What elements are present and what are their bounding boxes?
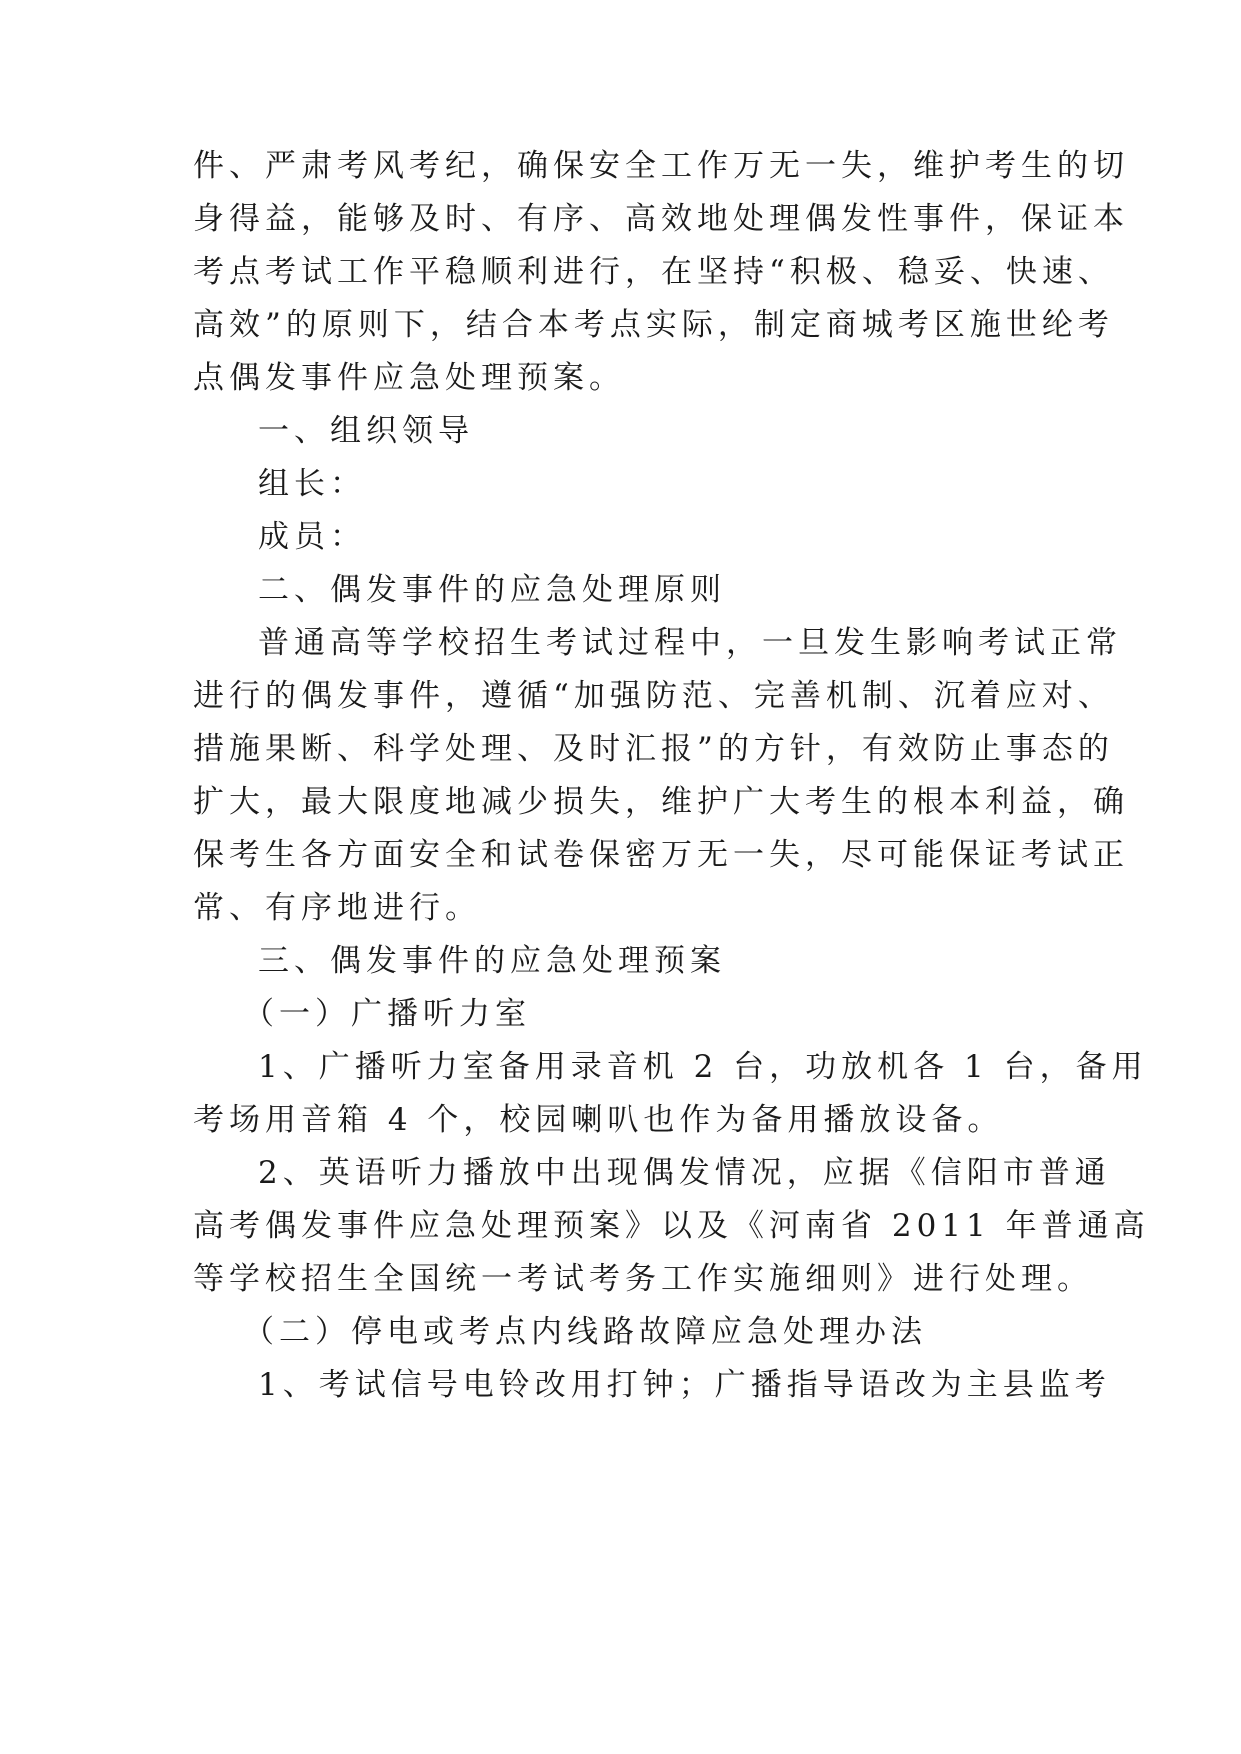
section-heading: 二、偶发事件的应急处理原则: [258, 572, 726, 608]
text-line: 高考偶发事件应急处理预案》以及《河南省 2011 年普通高: [193, 1208, 1150, 1244]
text-line: 高效”的原则下，结合本考点实际，制定商城考区施世纶考: [193, 307, 1114, 343]
text-line: 保考生各方面安全和试卷保密万无一失，尽可能保证考试正: [193, 837, 1129, 873]
subsection-heading: （二）停电或考点内线路故障应急处理办法: [243, 1314, 927, 1350]
text-line: 考点考试工作平稳顺利进行，在坚持“积极、稳妥、快速、: [193, 254, 1114, 290]
text-line: 进行的偶发事件，遵循“加强防范、完善机制、沉着应对、: [193, 678, 1114, 714]
text-line: 成员：: [258, 519, 366, 555]
text-line: 1、考试信号电铃改用打钟；广播指导语改为主县监考: [258, 1367, 1111, 1403]
text-line: 扩大，最大限度地减少损失，维护广大考生的根本利益，确: [193, 784, 1129, 820]
text-line: 普通高等学校招生考试过程中，一旦发生影响考试正常: [258, 625, 1122, 661]
text-line: 常、有序地进行。: [193, 890, 481, 926]
text-line: 措施果断、科学处理、及时汇报”的方针，有效防止事态的: [193, 731, 1114, 767]
text-line: 件、严肃考风考纪，确保安全工作万无一失，维护考生的切: [193, 148, 1129, 184]
text-line: 点偶发事件应急处理预案。: [193, 360, 625, 396]
text-line: 2、英语听力播放中出现偶发情况，应据《信阳市普通: [258, 1155, 1111, 1191]
subsection-heading: （一）广播听力室: [243, 996, 531, 1032]
section-heading: 一、组织领导: [258, 413, 474, 449]
text-line: 考场用音箱 4 个，校园喇叭也作为备用播放设备。: [193, 1102, 1004, 1138]
text-line: 身得益，能够及时、有序、高效地处理偶发性事件，保证本: [193, 201, 1129, 237]
section-heading: 三、偶发事件的应急处理预案: [258, 943, 726, 979]
text-line: 等学校招生全国统一考试考务工作实施细则》进行处理。: [193, 1261, 1093, 1297]
text-line: 1、广播听力室备用录音机 2 台，功放机各 1 台，备用: [258, 1049, 1148, 1085]
text-line: 组长：: [258, 466, 366, 502]
